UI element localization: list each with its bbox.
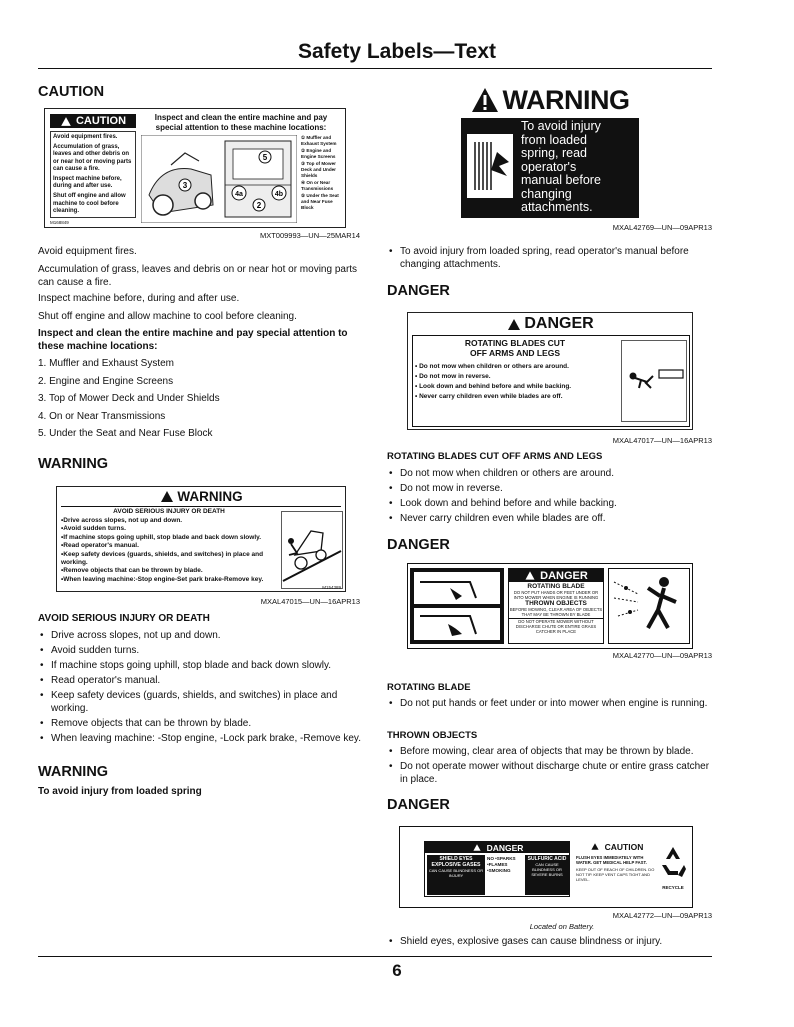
caution-label-line: Inspect machine before, during and after use. <box>53 176 122 190</box>
bullet-item: • If machine stops going uphill, stop blade and back down slowly. <box>38 660 368 673</box>
list-item: 2. Engine and Engine Screens <box>38 375 174 387</box>
danger-label-2-title: DANGER <box>509 569 603 582</box>
danger-subheading-2b: THROWN OBJECTS <box>387 730 478 741</box>
danger-caption-1: MXAL47017—UN—16APR13 <box>612 436 712 445</box>
caution-part-number: M168849 <box>50 220 69 225</box>
warning-label-line: •When leaving machine:-Stop engine-Set park brake-Remove key. <box>61 575 264 583</box>
caution-label-left-text <box>50 131 136 218</box>
svg-text:3: 3 <box>182 181 188 190</box>
warning-label-line: •Remove objects that can be thrown by blade. <box>61 567 203 575</box>
bullet-item: • When leaving machine: -Stop engine, -Lock park brake, -Remove key. <box>38 733 368 746</box>
warning-heading-2: WARNING <box>38 764 109 780</box>
caution-heading: CAUTION <box>38 84 105 100</box>
caution-para: Inspect machine before, during and after use. <box>38 293 240 304</box>
battery-keep-text: KEEP OUT OF REACH OF CHILDREN. DO NOT TIP. KEEP VENT CAPS TIGHT AND LEVEL. <box>576 867 655 882</box>
danger-bullets-3 <box>387 936 712 951</box>
danger-caption-2: MXAL42770—UN—09APR13 <box>612 651 712 660</box>
bullet-item: • Do not put hands or feet under or into mower when engine is running. <box>387 698 712 711</box>
caution-badge: CAUTION <box>50 114 136 128</box>
danger-caption-3: MXAL42772—UN—09APR13 <box>612 911 712 920</box>
danger-label-2-center <box>508 568 604 644</box>
list-item: 1. Muffler and Exhaust System <box>38 358 174 369</box>
bullet-item: • Keep safety devices (guards, shields, and switches) in place and working. <box>38 690 368 715</box>
battery-caution-title: CAUTION <box>576 841 656 852</box>
warning-spring-line: attachments. <box>521 200 593 214</box>
danger-label-1-subtitle: ROTATING BLADES CUT <box>464 338 566 348</box>
danger-label-2-rotating-text: DO NOT PUT HANDS OR FEET UNDER OR INTO MOWER WHEN ENGINE IS RUNNING <box>513 590 599 600</box>
caution-label-line: Shut off engine and allow machine to cool before cleaning. <box>53 193 126 214</box>
danger-heading-3: DANGER <box>387 797 450 813</box>
svg-text:5: 5 <box>262 153 268 162</box>
danger-label-line: • Look down and behind before and while backing. <box>415 383 572 390</box>
bottom-rule <box>38 956 712 957</box>
caution-para: Accumulation of grass, leaves and debris on or near hot or moving parts can cause a fire. <box>38 264 358 288</box>
bullet-item: • Remove objects that can be thrown by blade. <box>38 718 368 731</box>
caution-para: Avoid equipment fires. <box>38 246 137 257</box>
caution-location-list <box>38 358 220 446</box>
list-item: 3. Top of Mower Deck and Under Shields <box>38 393 220 404</box>
bullet-item: • Do not operate mower without discharge chute or entire grass catcher in place. <box>387 761 712 786</box>
warning-spring-line: from loaded <box>521 132 588 147</box>
warning-label-title: WARNING <box>57 489 347 504</box>
danger-label-1-subtitle: OFF ARMS AND LEGS <box>469 348 561 358</box>
location-item: ⑤ Under the Seat and Near Fuse Block <box>301 193 339 210</box>
warning-label-line: •Drive across slopes, not up and down. <box>61 517 183 524</box>
bullet-item: • Do not mow in reverse. <box>387 483 712 496</box>
danger-heading-1: DANGER <box>387 283 450 299</box>
warning-part-number: M154389 <box>322 585 341 590</box>
hand-blade-icon <box>410 568 504 644</box>
warning-bullets <box>38 630 368 748</box>
danger-label-line: • Never carry children even while blades are off. <box>415 393 563 400</box>
danger-label-2-thrown: THROWN OBJECTS <box>525 600 587 607</box>
warning-label-rule <box>61 506 341 507</box>
location-item: ② Engine and Engine Screens <box>301 148 336 159</box>
warning-label <box>56 486 346 592</box>
top-rule <box>38 68 712 69</box>
danger-label-line: • Do not mow in reverse. <box>415 373 491 380</box>
danger-label-2-chute-text: DO NOT OPERATE MOWER WITHOUT DISCHARGE CHUTE OR ENTIRE GRASS CATCHER IN PLACE <box>509 618 603 634</box>
warning-triangle-icon <box>473 844 480 851</box>
battery-recycle-text: RECYCLE <box>662 885 684 890</box>
bullet-item: • Shield eyes, explosive gases can cause blindness or injury. <box>387 936 712 949</box>
danger-bullets-2b <box>387 746 712 789</box>
warning-spring-title: WARNING <box>461 84 639 116</box>
caution-para: Shut off engine and allow machine to cool before cleaning. <box>38 311 297 322</box>
battery-acid-title: SULFURIC ACID <box>527 856 567 862</box>
warning-spring-label <box>461 84 639 218</box>
warning-spring-panel <box>461 118 639 218</box>
battery-danger-title: DANGER <box>425 842 569 853</box>
warning-triangle-icon <box>508 319 520 330</box>
danger-label-1-lines <box>415 362 619 402</box>
battery-label <box>399 826 693 908</box>
battery-no-text: NO •SPARKS •FLAMES •SMOKING <box>487 856 516 873</box>
page-number: 6 <box>392 961 402 980</box>
warning-label-lines <box>61 517 279 584</box>
warning-triangle-icon <box>591 843 598 850</box>
danger-subheading-1: ROTATING BLADES CUT OFF ARMS AND LEGS <box>387 451 603 462</box>
battery-location-note: Located on Battery. <box>529 922 595 931</box>
danger-bullets-1 <box>387 468 712 528</box>
thrown-objects-icon <box>608 568 690 644</box>
warning-label-subtitle: AVOID SERIOUS INJURY OR DEATH <box>113 508 225 515</box>
bullet-item: • Avoid sudden turns. <box>38 645 368 658</box>
warning-label-line: •Read operator's manual. <box>61 542 139 550</box>
location-item: ① Muffler and Exhaust System <box>301 135 337 146</box>
warning-triangle-icon <box>471 87 499 113</box>
danger-label-1 <box>407 312 693 430</box>
warning-heading: WARNING <box>38 456 109 472</box>
warning-spring-line: changing <box>521 186 572 201</box>
hand-spring-icon <box>465 132 515 200</box>
bullet-item: • To avoid injury from loaded spring, read operator's manual before changing attachments. <box>387 246 712 271</box>
warning-spring-line: operator's <box>521 159 577 174</box>
location-item: ③ Top of Mower Deck and Under Shields <box>301 161 336 178</box>
danger-label-line: • Do not mow when children or others are around. <box>415 363 569 370</box>
battery-flush-text: FLUSH EYES IMMEDIATELY WITH WATER. GET MEDICAL HELP FAST. <box>576 855 647 865</box>
recycle-icon <box>658 843 688 883</box>
warning-spring-line: manual before <box>521 173 601 187</box>
danger-bullets-2a <box>387 698 712 713</box>
bullet-item: • Read operator's manual. <box>38 675 368 688</box>
battery-shield-block <box>427 855 485 895</box>
bullet-item: • Before mowing, clear area of objects that may be thrown by blade. <box>387 746 712 759</box>
caution-label-line: Avoid equipment fires. <box>53 134 118 140</box>
danger-subheading-2a: ROTATING BLADE <box>387 682 471 693</box>
warning-triangle-icon <box>61 117 71 126</box>
bullet-item: • Do not mow when children or others are around. <box>387 468 712 481</box>
mower-illustration <box>141 135 297 223</box>
warning-label-line: •Avoid sudden turns. <box>61 525 126 533</box>
battery-acid-text: CAN CAUSE BLINDNESS OR SEVERE BURNS <box>531 862 563 877</box>
location-item: ④ On or Near Transmissions <box>301 180 334 191</box>
caution-caption: MXT009993—UN—25MAR14 <box>259 231 360 240</box>
danger-label-1-title: DANGER <box>408 315 694 333</box>
list-item: 4. On or Near Transmissions <box>38 410 166 422</box>
caution-label <box>44 108 346 228</box>
caution-bold-intro: Inspect and clean the entire machine and pay special attention to these machine locations: <box>38 328 348 352</box>
svg-text:2: 2 <box>256 201 262 210</box>
warning-caption: MXAL47015—UN—16APR13 <box>260 597 360 606</box>
caution-label-line: Accumulation of grass, leaves and other debris on or near hot or moving parts can cause a fire. <box>53 144 132 172</box>
bullet-item: • Never carry children even while blades are off. <box>387 513 712 526</box>
warning-spring-subheading: To avoid injury from loaded spring <box>38 786 202 797</box>
warning-spring-text <box>521 120 637 215</box>
danger-label-2-thrown-text: BEFORE MOWING, CLEAR AREA OF OBJECTS THAT MAY BE THROWN BY BLADE <box>509 607 603 617</box>
page-title: Safety Labels—Text <box>297 40 496 63</box>
warning-spring-caption: MXAL42769—UN—09APR13 <box>612 223 712 232</box>
caution-label-locations <box>301 135 345 210</box>
danger-label-2 <box>407 563 693 649</box>
warning-triangle-icon <box>161 491 173 502</box>
svg-text:4b: 4b <box>274 191 284 198</box>
warning-spring-bullets <box>387 246 712 274</box>
list-item: 5. Under the Seat and Near Fuse Block <box>38 428 213 439</box>
battery-shield-text: SHIELD EYES <box>439 856 473 862</box>
danger-heading-2: DANGER <box>387 537 450 553</box>
danger-label-1-inner <box>412 335 690 427</box>
battery-explosive-text: EXPLOSIVE GASES <box>431 862 481 868</box>
rollover-slope-icon <box>281 511 343 589</box>
bullet-item: • Drive across slopes, not up and down. <box>38 630 368 643</box>
bullet-item: • Look down and behind before and while backing. <box>387 498 712 511</box>
battery-acid-block <box>525 855 569 895</box>
warning-label-line: •If machine stops going uphill, stop blade and back down slowly. <box>61 533 262 541</box>
child-mower-icon <box>621 340 687 422</box>
battery-danger-panel <box>424 841 570 897</box>
svg-text:4a: 4a <box>235 191 243 198</box>
danger-label-2-rotating: ROTATING BLADE <box>527 583 585 590</box>
warning-spring-line: spring, read <box>521 146 588 160</box>
warning-label-line: •Keep safety devices (guards, shields, and switches) in place and working. <box>61 550 264 567</box>
battery-blind-text: CAN CAUSE BLINDNESS OR INJURY <box>428 868 484 878</box>
battery-caution-panel <box>576 841 656 897</box>
caution-label-header: Inspect and clean the entire machine and pay special attention to these machine locations: <box>154 113 328 132</box>
warning-triangle-icon <box>526 571 535 579</box>
warning-subheading: AVOID SERIOUS INJURY OR DEATH <box>38 613 210 624</box>
warning-spring-line: To avoid injury <box>521 119 601 133</box>
